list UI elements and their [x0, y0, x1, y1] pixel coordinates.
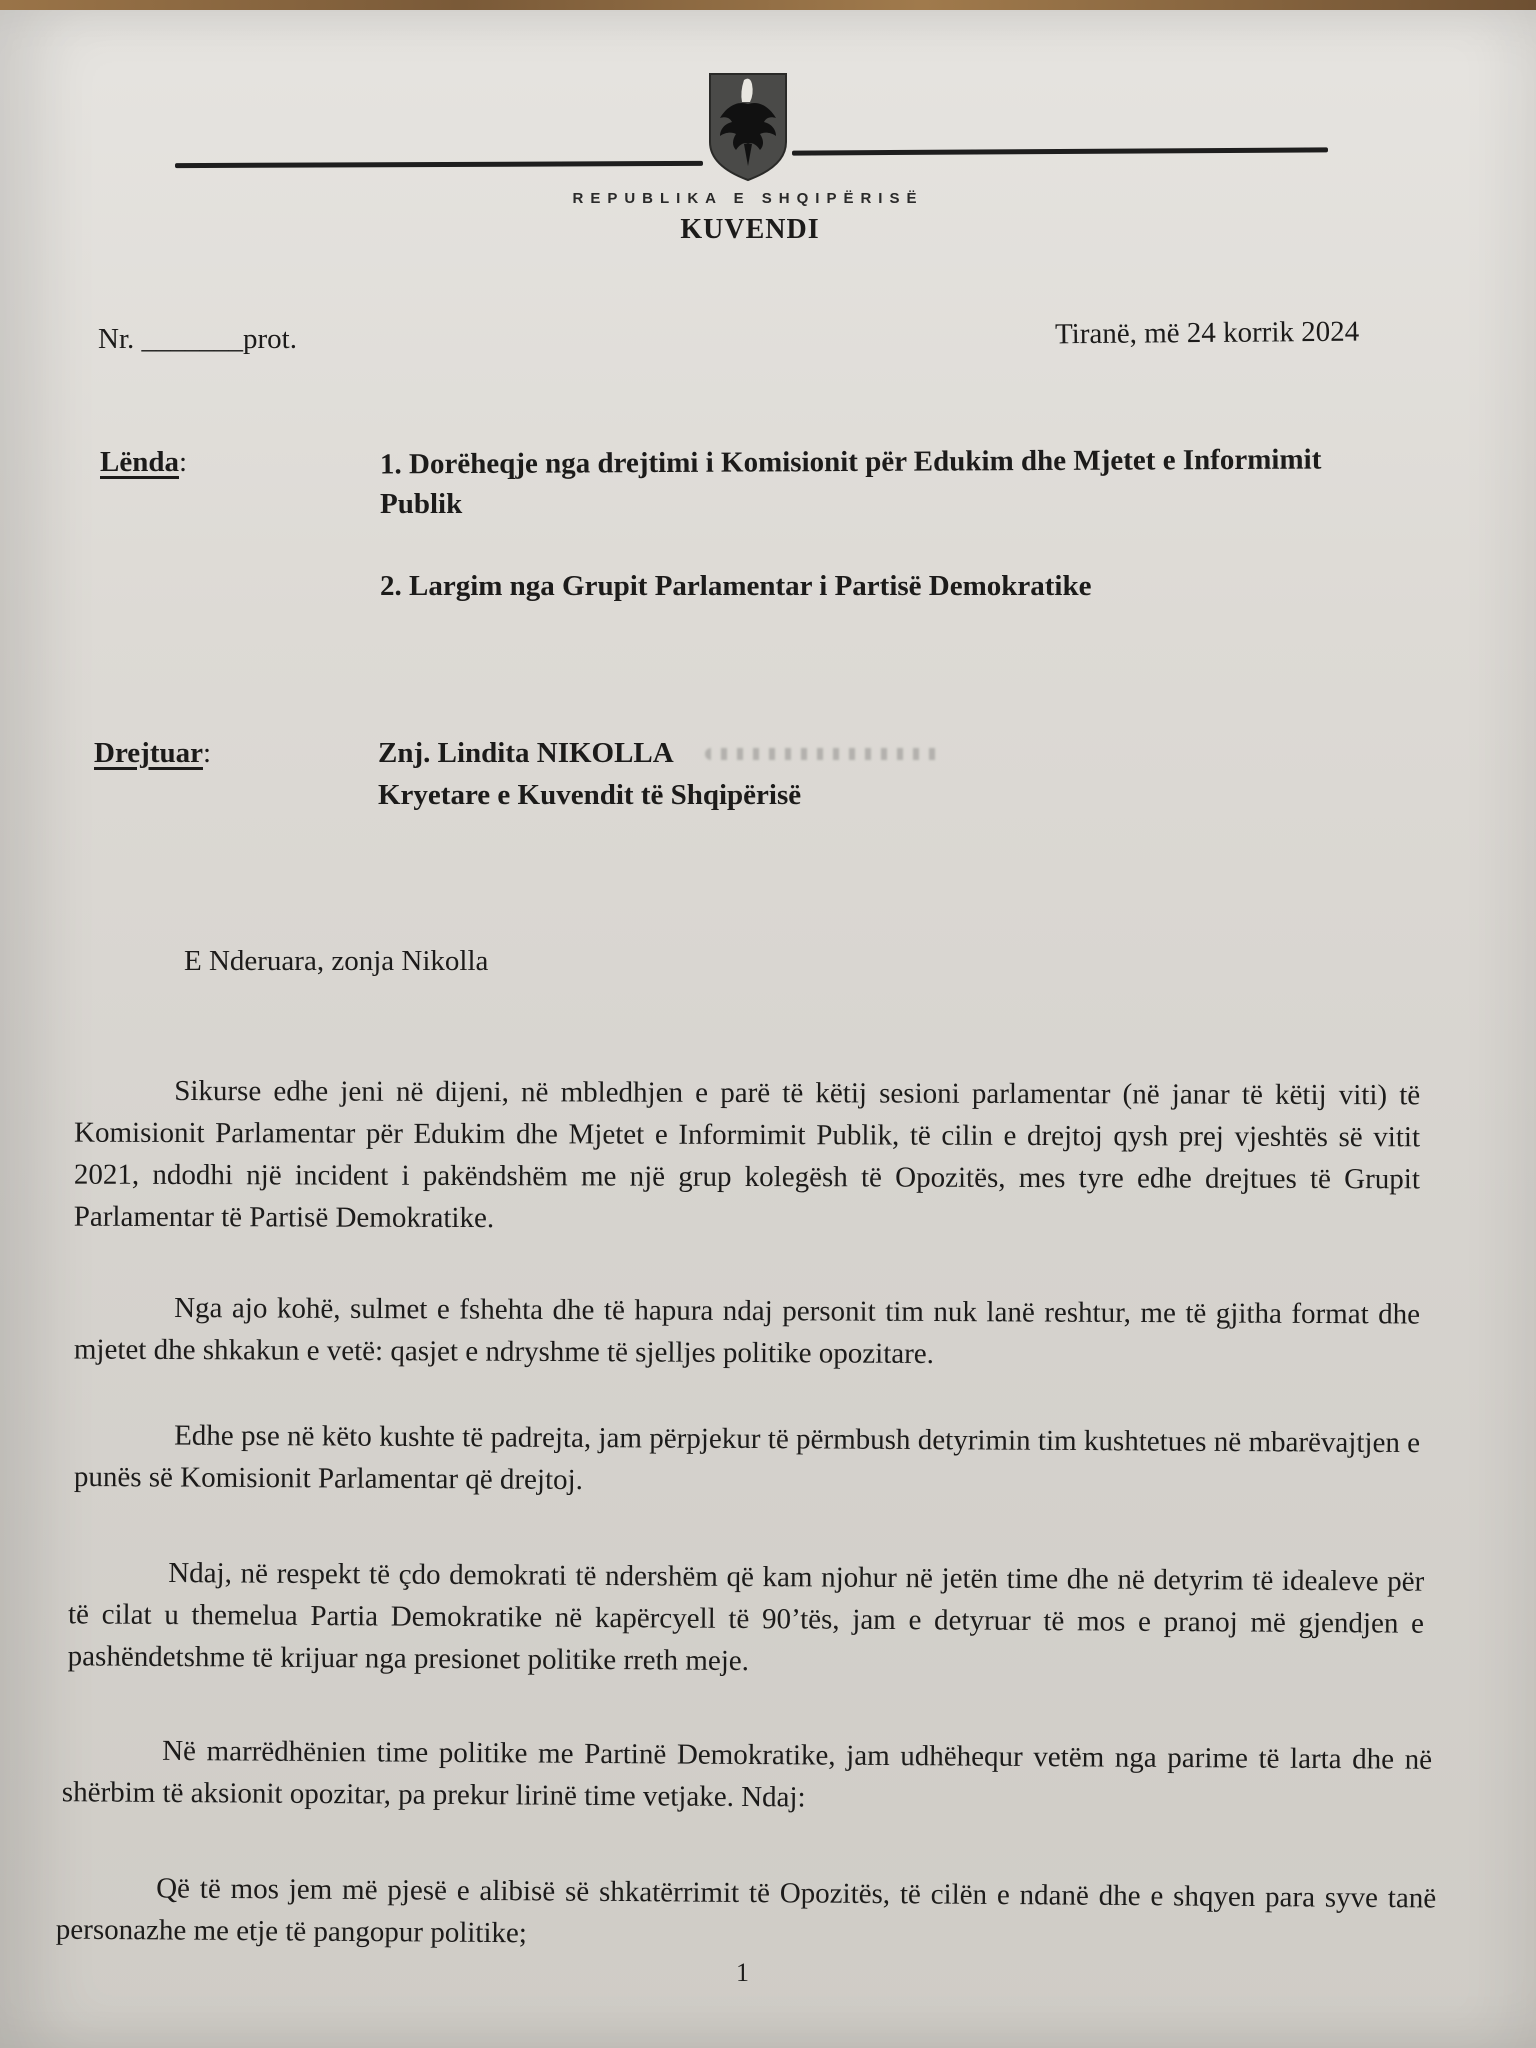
nr-blank: _______	[141, 323, 243, 355]
salutation: E Nderuara, zonja Nikolla	[184, 945, 489, 977]
subject-colon: :	[178, 446, 188, 478]
subject-item-1-line-2: Publik	[380, 488, 463, 520]
addressee-colon: :	[202, 737, 212, 769]
addressee-title: Kryetare e Kuvendit të Shqipërisë	[378, 779, 802, 811]
paragraph-5: Në marrëdhënien time politike me Partinë Demokratike, jam udhëhequr vetëm nga parime të larta dhe në shërbim të aksionit opozitar, pa prekur lirinë time vetjake. Ndaj:	[61, 1734, 1433, 1814]
paragraph-2: Nga ajo kohë, sulmet e fshehta dhe të hapura ndaj personit tim nuk lanë reshtur, me të gjitha format dhe mjetet dhe shkakun e vetë: qasjet e ndryshme të sjelljes politike opozitare.	[73, 1292, 1421, 1370]
subject-label-text: Lënda	[100, 446, 179, 478]
subject-item-1-line-1: 1. Dorëheqje nga drejtimi i Komisionit për Edukim dhe Mjetet e Informimit	[379, 443, 1322, 481]
paragraph-1: Sikurse edhe jeni në dijeni, në mbledhjen e parë të këtij sesioni parlamentar (në janar të këtij viti) të Komisionit Parlamentar për Edukim dhe Mjetet e Informimit Publik, të cilin e drejtoj qysh prej vjeshtës së vitit 2021, ndodhi një incident i pakëndshëm me një grup kolegësh të Opozitës, mes tyre edhe drejtues të Grupit Parlamentar të Partisë Demokratike.	[73, 1075, 1421, 1235]
page-number: 1	[736, 1958, 749, 1987]
institution-name: KUVENDI	[680, 214, 820, 245]
addressee-label	[94, 737, 211, 770]
addressee-name: Znj. Lindita NIKOLLA	[378, 737, 674, 769]
paragraph-6: Që të mos jem më pjesë e alibisë së shkatërrimit të Opozitës, të cilën e ndanë dhe e shqyen para syve tanë personazhe me etje të pangopur politike;	[55, 1872, 1437, 1950]
republic-name: REPUBLIKA E SHQIPËRISË	[572, 190, 924, 207]
place-date: Tiranë, më 24 korrik 2024	[1054, 315, 1360, 351]
protocol-number	[98, 323, 297, 356]
letter-page	[0, 10, 1536, 2048]
addressee-label-text: Drejtuar	[94, 737, 203, 769]
header-rule-left	[175, 161, 703, 168]
nr-label: Nr.	[98, 323, 135, 355]
subject-item-2: 2. Largim nga Grupit Parlamentar i Partisë Demokratike	[380, 570, 1092, 602]
faint-ink-smudge	[705, 748, 945, 760]
subject-label	[100, 446, 187, 479]
prot-label: prot.	[243, 323, 297, 355]
paragraph-3: Edhe pse në këto kushte të padrejta, jam përpjekur të përmbush detyrimin tim kushtetues në mbarëvajtjen e punës së Komisionit Parlamentar që drejtoj.	[73, 1419, 1421, 1496]
coat-of-arms-emblem	[706, 70, 790, 182]
header-rule-right	[792, 147, 1328, 155]
paragraph-4: Ndaj, në respekt të çdo demokrati të ndershëm që kam njohur në jetën time dhe në detyrim të idealeve për të cilat u themelua Partia Demokratike në kapërcyell të 90’tës, jam e detyruar të mos e pranoj më gjendjen e pashëndetshme të krijuar nga presionet politike rreth meje.	[67, 1556, 1425, 1678]
